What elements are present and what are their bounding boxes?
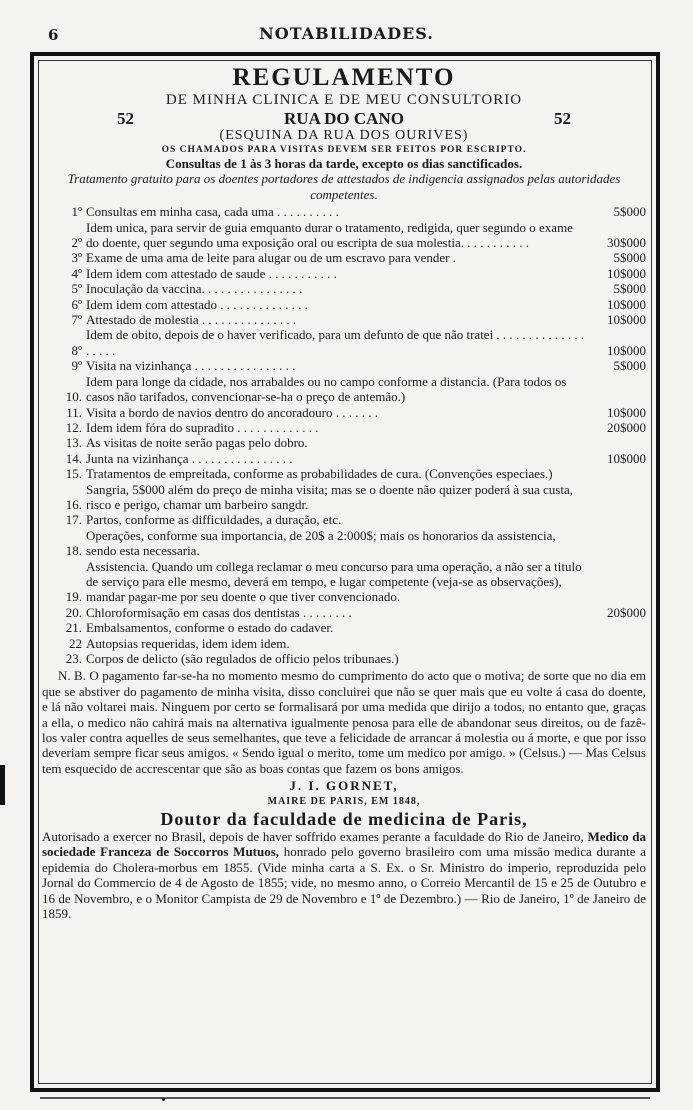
fee-item-price: 10$000 xyxy=(607,342,646,358)
fee-item-price: 5$000 xyxy=(613,250,646,266)
consultation-hours: Consultas de 1 às 3 horas da tarde, excepto os dias sanctificados. xyxy=(165,156,523,171)
fee-item-number: 4º xyxy=(71,265,82,281)
fee-item-price: 10$000 xyxy=(607,404,646,420)
fee-item xyxy=(42,297,646,312)
fee-item-price: 5$000 xyxy=(613,281,646,297)
maire-line: MAIRE DE PARIS, EM 1848, xyxy=(267,795,421,807)
fee-item-text: Idem de obito, depois de o haver verificado, para um defunto de que não tratei . . . . . . . . . . . . . . . . . . . xyxy=(86,327,585,358)
fee-item xyxy=(42,405,646,420)
fee-item xyxy=(42,435,646,450)
street-corner: (ESQUINA DA RUA DOS OURIVES) xyxy=(219,128,469,143)
fee-item-price: 5$000 xyxy=(613,358,646,374)
fee-item-text: Corpos de delicto (são regulados de officio pelos tribunaes.) xyxy=(86,651,399,666)
fee-item xyxy=(42,559,646,605)
fee-item-number: 12. xyxy=(65,419,82,435)
fee-item xyxy=(42,204,646,219)
fee-item-number: 1º xyxy=(71,204,82,220)
fee-item xyxy=(42,281,646,296)
fee-item xyxy=(42,512,646,527)
fee-item-number: 5º xyxy=(71,281,82,297)
fee-item-text: Attestado de molestia . . . . . . . . . . . . . . . xyxy=(86,312,297,328)
fee-item-text: Visita na vizinhança . . . . . . . . . . . . . . . . xyxy=(86,358,296,374)
fee-item xyxy=(42,327,646,358)
fee-item-number: 14. xyxy=(65,450,82,466)
fee-item-number: 16. xyxy=(65,496,82,512)
fee-item-text: Consultas em minha casa, cada uma . . . . . . . . . . xyxy=(86,204,339,220)
fee-item-text: Idem idem fóra do supradito . . . . . . . . . . . . . xyxy=(86,419,319,435)
page-number: 6 xyxy=(48,26,59,44)
credentials-text: Autorisado a exercer no Brasil, depois de haver soffrido exames perante a faculdade do Rio de Janeiro, xyxy=(42,829,584,845)
fee-item-text: Inoculação da vaccina. . . . . . . . . . . . . . . . xyxy=(86,281,303,297)
fee-item-number: 6º xyxy=(71,296,82,312)
fee-item-price: 30$000 xyxy=(607,235,646,251)
fee-item xyxy=(42,451,646,466)
fee-item xyxy=(42,374,646,405)
street-address xyxy=(42,109,646,128)
page-header-title: NOTABILIDADES. xyxy=(259,24,434,43)
ink-dot xyxy=(162,1098,165,1101)
fee-item-text: Chloroformisação em casas dos dentistas . . . . . . . . xyxy=(86,604,352,620)
running-header xyxy=(0,22,693,46)
fee-item-price: 20$000 xyxy=(607,419,646,435)
fee-item-text: Idem idem com attestado de saude . . . . . . . . . . . xyxy=(86,265,337,281)
fee-item-text: Operações, conforme sua importancia, de 20$ a 2:000$; mais os honorarios da assistencia, sendo esta necessaria. xyxy=(86,527,556,559)
fee-item-text: As visitas de noite serão pagas pelo dobro. xyxy=(86,435,308,451)
free-treatment-note: Tratamento gratuito para os doentes portadores de attestados de indigencia assignados pelas autoridades competentes. xyxy=(67,171,621,202)
fee-item-number: 11. xyxy=(66,404,82,420)
nota-bene: N. B. O pagamento far-se-ha no momento mesmo do cumprimento do acto que o motiva; de sorte que no dia em que se abstiver do pagamento de minha visita, disso concluirei que não se quer mais que eu volte á casa do doente, e lá não voltarei mais. Ninguem por certo se formalisará por uma medida que dirijo a todos, no entanto que, graças a ella, o medico não cahirá mais na alternativa igualmente penosa para elle de abandonar seus direitos, ou de fazê-los valer contra aquelles de seus semelhantes, que teve a felicidade de arrancar á molestia ou á morte, e que por isso deveriam sempre ficar seus amigos. « Sendo igual o merito, tome um medico por amigo. » (Celsus.) — Mas Celsus tem esquecido de accrescentar que são as boas contas que fazem os bons amigos. xyxy=(42,668,646,776)
ad-title: REGULAMENTO xyxy=(232,64,456,91)
fee-item-price: 20$000 xyxy=(607,604,646,620)
fee-item-text: Tratamentos de empreitada, conforme as probabilidades de cura. (Convenções especiaes.) xyxy=(86,466,553,482)
fee-item-price: 10$000 xyxy=(607,450,646,466)
credentials-text-2: honrado pelo governo brasileiro com uma missão medica durante a epidemia do Cholera-morbus em 1855. (Vide minha carta a S. Ex. o Sr. Ministro do imperio, reproduzida pelo Jornal do Commercio de 4 de Agosto de 1855; vide, no mesmo anno, o Correio Mercantil de 15 e 25 de Outubro e 16 de Novembro, e o Monitor Campista de 29 de Novembro e 1º de Dezembro.) — Rio de Janeiro, 1º de Janeiro de 1859. xyxy=(42,844,646,922)
fee-item xyxy=(42,651,646,666)
fee-item-number: 20. xyxy=(65,604,82,620)
fee-item-number: 21. xyxy=(65,620,82,636)
fee-item xyxy=(42,420,646,435)
fee-item-text: Sangria, 5$000 além do preço de minha visita; mas se o doente não quizer poderá à sua custa, risco e perigo, chamar um barbeiro sangdr. xyxy=(86,481,573,512)
fee-item-text: Exame de uma ama de leite para alugar ou de um escravo para vender . xyxy=(86,250,456,266)
fee-item-price: 5$000 xyxy=(613,204,646,220)
fee-item-number: 9º xyxy=(71,358,82,374)
fee-item-text: Junta na vizinhança . . . . . . . . . . . . . . . . xyxy=(86,450,293,466)
fee-item-price: 10$000 xyxy=(607,265,646,281)
fee-item xyxy=(42,466,646,481)
fee-item-number: 19. xyxy=(65,589,82,605)
doutor-line: Doutor da faculdade de medicina de Paris, xyxy=(160,809,528,830)
advertisement xyxy=(42,64,646,922)
signature: J. I. GORNET, xyxy=(289,778,399,794)
fee-schedule xyxy=(42,204,646,666)
fee-item-text: Idem para longe da cidade, nos arrabaldes ou no campo conforme a distancia. (Para todos os casos não tarifados, convencionar-se-ha o preço de antemão.) xyxy=(86,373,567,405)
fee-item-number: 7º xyxy=(71,312,82,328)
fee-item-text: Idem idem com attestado . . . . . . . . . . . . . . xyxy=(86,296,309,312)
fee-item-number: 22 xyxy=(69,635,82,651)
fee-item xyxy=(42,605,646,620)
street-number-left: 52 xyxy=(117,109,135,128)
fee-item xyxy=(42,250,646,265)
street-number-right: 52 xyxy=(553,109,571,128)
fee-item-number: 15. xyxy=(65,466,82,482)
fee-item-number: 3º xyxy=(71,250,82,266)
fee-item-text: Embalsamentos, conforme o estado do cadaver. xyxy=(86,620,334,636)
fee-item-number: 13. xyxy=(65,435,82,451)
fee-item-text: Idem unica, para servir de guia emquanto durar o tratamento, redigida, quer segundo o exame do doente, quer segundo uma exposição oral ou escripta de sua molestia. . . . . . . . . . . xyxy=(86,219,573,251)
fee-item-text: Visita a bordo de navios dentro do ancoradouro . . . . . . . xyxy=(86,404,379,420)
fee-item-number: 10. xyxy=(65,389,82,405)
binding-edge xyxy=(0,765,5,805)
fee-item-number: 8º xyxy=(71,342,82,358)
fee-item xyxy=(42,636,646,651)
calls-notice: OS CHAMADOS PARA VISITAS DEVEM SER FEITOS POR ESCRIPTO. xyxy=(161,145,527,155)
fee-item xyxy=(42,266,646,281)
fee-item-text: Assistencia. Quando um collega reclamar o meu concurso para uma operação, a não ser a titulo de serviço para elle mesmo, deverá em tempo, e lugar competente (veja-se as observações), mandar pagar-me por seu doente o que tiver convencionado. xyxy=(86,558,582,605)
fee-item xyxy=(42,528,646,559)
fee-item-text: Partos, conforme as difficuldades, a duração, etc. xyxy=(86,512,342,528)
ad-subtitle: DE MINHA CLINICA E DE MEU CONSULTORIO xyxy=(165,92,523,108)
bottom-rule xyxy=(40,1097,650,1099)
medico-society: Medico da sociedade Franceza de Soccorros Mutuos, xyxy=(42,829,646,860)
fee-item-text: Autopsias requeridas, idem idem idem. xyxy=(86,635,290,651)
fee-item-number: 2º xyxy=(71,235,82,251)
fee-item xyxy=(42,482,646,513)
fee-item xyxy=(42,620,646,635)
fee-item-number: 17. xyxy=(65,512,82,528)
street-name: RUA DO CANO xyxy=(284,109,404,128)
fee-item xyxy=(42,312,646,327)
fee-item-number: 23. xyxy=(65,651,82,666)
fee-item-price: 10$000 xyxy=(607,312,646,328)
fee-item-price: 10$000 xyxy=(607,296,646,312)
fee-item xyxy=(42,220,646,251)
fee-item xyxy=(42,358,646,373)
credentials xyxy=(42,829,646,921)
fee-item-number: 18. xyxy=(65,543,82,559)
